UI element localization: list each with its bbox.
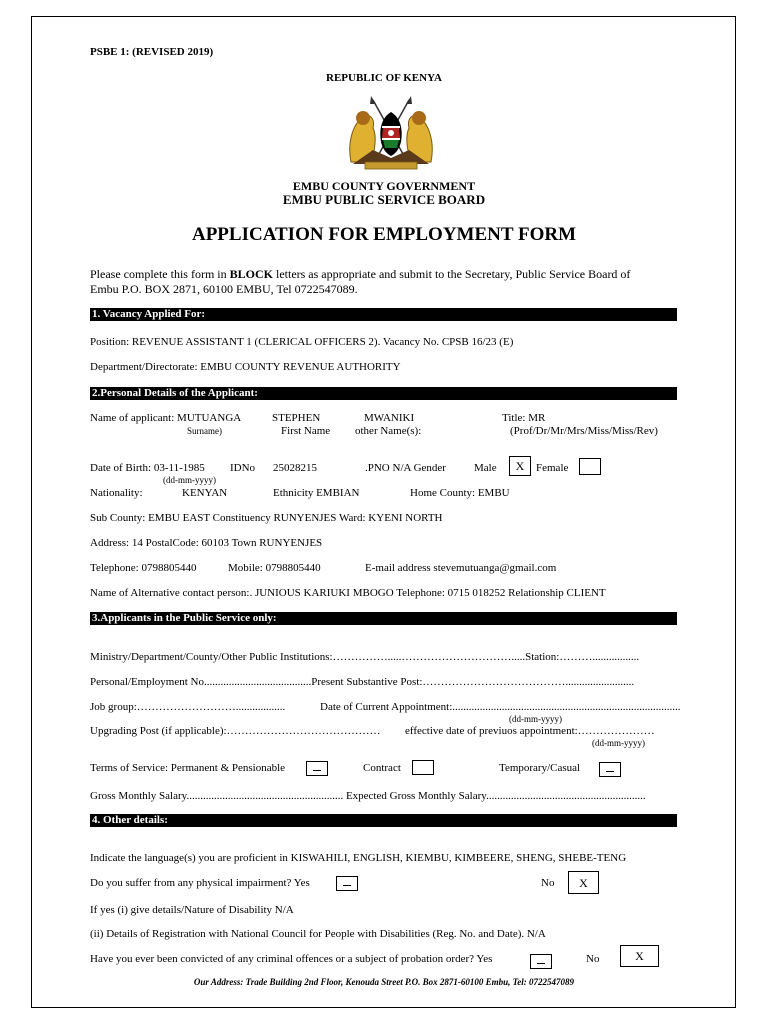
id-label: IDNo (230, 462, 256, 474)
address-field: Address: 14 PostalCode: 60103 Town RUNYENJES (90, 537, 323, 549)
form-code: PSBE 1: (REVISED 2019) (90, 46, 214, 58)
ministry-field: Ministry/Department/County/Other Public Institutions:…………….....………………………….....Station:………................. (90, 651, 640, 663)
applicant-first-name: STEPHEN (272, 412, 321, 424)
job-group-field: Job group:……………………….................. (90, 701, 286, 713)
impairment-question: Do you suffer from any physical impairment? Yes (90, 877, 310, 889)
section-2-heading: 2.Personal Details of the Applicant: (90, 387, 677, 400)
male-checkbox[interactable]: X (509, 456, 531, 476)
female-label: Female (536, 462, 569, 474)
footer-address: Our Address: Trade Building 2nd Floor, Kenouda Street P.O. Box 2871-60100 Embu, Tel: 0722547089 (193, 977, 575, 987)
republic-heading: REPUBLIC OF KENYA (326, 72, 442, 84)
applicant-other-name: MWANIKI (364, 412, 415, 424)
id-number: 25028215 (273, 462, 317, 474)
nationality-value: KENYAN (182, 487, 228, 499)
appointment-date-hint: (dd-mm-yyyy) (509, 714, 562, 724)
position-field: Position: REVENUE ASSISTANT 1 (CLERICAL OFFICERS 2). Vacancy No. CPSB 16/23 (E) (90, 336, 514, 348)
conviction-question: Have you ever been convicted of any criminal offences or a subject of probation order? Yes (90, 953, 493, 965)
home-county-field: Home County: EMBU (410, 487, 510, 499)
salary-field: Gross Monthly Salary......................................................... Expected Gross Monthly Salary.......................................................... (90, 790, 646, 802)
section-1-heading: 1. Vacancy Applied For: (90, 308, 677, 321)
ethnicity-field: Ethnicity EMBIAN (273, 487, 360, 499)
applicant-surname: Name of applicant: MUTUANGA (90, 412, 242, 424)
first-name-hint: First Name (281, 425, 331, 437)
male-label: Male (474, 462, 497, 474)
department-field: Department/Directorate: EMBU COUNTY REVENUE AUTHORITY (90, 361, 401, 373)
effective-date-field: effective date of previuos appointment:………………… (405, 725, 655, 737)
languages-field: Indicate the language(s) you are proficient in KISWAHILI, ENGLISH, KIEMBU, KIMBEERE, SHENG, SHEBE-TENG (90, 852, 627, 864)
upgrading-post-field: Upgrading Post (if applicable):…………………………………… (90, 725, 381, 737)
pno-gender: .PNO N/A Gender (365, 462, 446, 474)
terms-of-service-label: Terms of Service: Permanent & Pensionable (90, 762, 286, 774)
impairment-yes-checkbox[interactable] (336, 876, 358, 891)
disability-details: If yes (i) give details/Nature of Disability N/A (90, 904, 294, 916)
board-name: EMBU PUBLIC SERVICE BOARD (282, 192, 486, 207)
impairment-no-label: No (541, 877, 555, 889)
mobile-field: Mobile: 0798805440 (228, 562, 321, 574)
section-4-heading: 4. Other details: (90, 814, 677, 827)
permanent-checkbox[interactable] (306, 761, 328, 776)
email-field: E-mail address stevemutuanga@gmail.com (365, 562, 557, 574)
current-appointment-field: Date of Current Appointment:................................................................................... (320, 701, 681, 713)
form-title: APPLICATION FOR EMPLOYMENT FORM (191, 224, 577, 245)
surname-hint: Surname) (187, 426, 222, 436)
county-government: EMBU COUNTY GOVERNMENT (292, 179, 476, 193)
date-of-birth: Date of Birth: 03-11-1985 (90, 462, 205, 474)
other-names-hint: other Name(s): (355, 425, 422, 437)
nationality-label: Nationality: (90, 487, 143, 499)
conviction-no-checkbox[interactable]: X (620, 945, 659, 967)
temporary-label: Temporary/Casual (499, 762, 581, 774)
sub-county-field: Sub County: EMBU EAST Constituency RUNYENJES Ward: KYENI NORTH (90, 512, 443, 524)
employment-number-field: Personal/Employment No.......................................Present Substantive Post:…………………………………......................... (90, 676, 635, 688)
contract-checkbox[interactable] (412, 760, 434, 775)
intro-line-1: Please complete this form in BLOCK letters as appropriate and submit to the Secretary, Public Service Board of (90, 267, 631, 281)
dob-format-hint: (dd-mm-yyyy) (163, 475, 216, 485)
impairment-no-checkbox[interactable]: X (568, 871, 599, 894)
kenya-coat-of-arms-icon (343, 92, 439, 176)
conviction-no-label: No (586, 953, 600, 965)
section-3-heading: 3.Applicants in the Public Service only: (90, 612, 677, 625)
title-hint: (Prof/Dr/Mr/Mrs/Miss/Miss/Rev) (510, 425, 658, 437)
conviction-yes-checkbox[interactable] (530, 954, 552, 969)
alternative-contact-field: Name of Alternative contact person:. JUNIOUS KARIUKI MBOGO Telephone: 0715 018252 Relationship CLIENT (90, 587, 606, 599)
temporary-checkbox[interactable] (599, 762, 621, 777)
disability-registration: (ii) Details of Registration with National Council for People with Disabilities (Reg. No. and Date). N/A (90, 928, 546, 940)
applicant-title: Title: MR (502, 412, 546, 424)
telephone-field: Telephone: 0798805440 (90, 562, 197, 574)
contract-label: Contract (363, 762, 401, 774)
female-checkbox[interactable] (579, 458, 601, 475)
effective-date-hint: (dd-mm-yyyy) (592, 738, 645, 748)
intro-line-2: Embu P.O. BOX 2871, 60100 EMBU, Tel 0722547089. (90, 282, 358, 296)
